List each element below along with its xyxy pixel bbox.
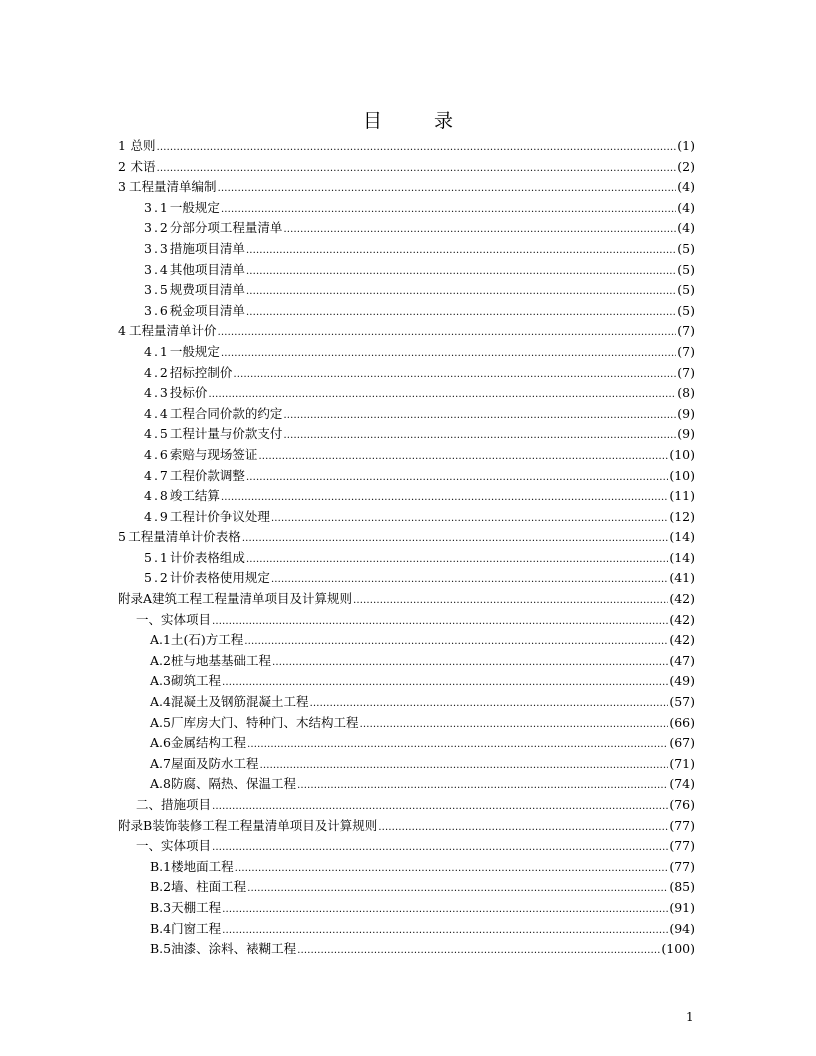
toc-entry[interactable] [118,260,695,281]
toc-entry[interactable] [118,548,695,569]
toc-entry-label: 竣工结算 [169,488,220,504]
toc-entry-page: (47) [669,652,695,668]
toc-entry-label: 混凝土及钢筋混凝土工程 [170,694,309,710]
toc-entry[interactable] [118,671,695,692]
toc-entry-label: 计价表格使用规定 [169,570,270,586]
toc-entry-page: (5) [677,240,695,256]
toc-entry-page: (4) [677,199,695,215]
toc-entry-number: 4.1 [144,343,170,359]
toc-entry[interactable] [118,239,695,260]
toc-entry-label: 工程量清单计价表格 [128,529,241,545]
toc-entry-label: 工程价款调整 [169,467,245,483]
toc-entry-label: 措施项目清单 [169,240,245,256]
toc-dot-leader [378,818,668,839]
toc-entry-label: 招标控制价 [169,364,233,380]
toc-entry-page: (8) [677,385,695,401]
toc-dot-leader [235,859,669,880]
toc-entry[interactable] [118,836,695,857]
toc-entry-page: (7) [677,364,695,380]
toc-dot-leader [272,653,668,674]
toc-entry-label: 建筑工程工程量清单项目及计算规则 [152,591,353,607]
title-char-1: 目 [362,110,382,132]
toc-dot-leader [297,776,668,797]
toc-entry-number: B.3 [150,899,172,915]
toc-entry[interactable] [118,177,695,198]
toc-entry-number: 3.6 [144,302,170,318]
toc-entry-page: (77) [669,838,695,854]
toc-dot-leader [283,220,676,241]
toc-entry[interactable] [118,466,695,487]
toc-entry-page: (5) [677,302,695,318]
table-of-contents [118,136,695,960]
toc-dot-leader [221,200,676,221]
toc-entry-number: B.1 [150,858,172,874]
toc-entry-page: (57) [669,694,695,710]
toc-dot-leader [156,138,676,159]
toc-entry-page: (10) [669,446,695,462]
toc-entry-label: 金属结构工程 [170,735,246,751]
toc-entry-label: 厂库房大门、特种门、木结构工程 [170,714,359,730]
toc-dot-leader [246,303,676,324]
toc-entry-number: 3.1 [144,199,170,215]
toc-entry-number: 4.8 [144,488,170,504]
toc-entry-page: (74) [669,776,695,792]
toc-entry[interactable] [118,383,695,404]
toc-entry-number: B.2 [150,879,172,895]
toc-entry-page: (76) [669,797,695,812]
toc-entry-number: A.8 [150,776,171,792]
toc-entry-label: 一、实体项目 [136,838,212,854]
toc-entry[interactable] [118,321,695,342]
toc-entry-number: 3.2 [144,220,170,236]
toc-entry-page: (2) [677,158,695,174]
toc-dot-leader [212,838,668,859]
toc-entry-page: (91) [669,899,695,915]
toc-entry-page: (5) [677,261,695,277]
toc-entry-page: (77) [669,858,695,874]
toc-dot-leader [246,262,676,283]
toc-entry-label: 门窗工程 [171,920,222,936]
toc-entry-number: B.5 [150,941,172,957]
toc-dot-leader [212,612,668,633]
toc-entry-number: A.1 [150,632,171,648]
toc-entry-number: 3.5 [144,282,170,298]
toc-dot-leader [283,406,676,427]
toc-entry[interactable] [118,733,695,754]
toc-entry[interactable] [118,363,695,384]
toc-entry-number: A.2 [150,652,171,668]
toc-entry-number: A.3 [150,673,171,689]
toc-entry-label: 砌筑工程 [170,673,221,689]
toc-entry-label: 二、措施项目 [136,797,212,812]
toc-entry[interactable] [118,939,695,960]
toc-entry-number: 4.7 [144,467,170,483]
toc-entry-label: 税金项目清单 [169,302,245,318]
toc-entry-page: (5) [677,282,695,298]
toc-entry[interactable] [118,754,695,775]
toc-dot-leader [259,756,668,777]
toc-entry-label: 工程合同价款的约定 [169,405,283,421]
toc-entry-number: 附录B [118,817,153,833]
toc-entry[interactable] [118,136,695,157]
toc-entry-page: (7) [677,343,695,359]
toc-entry-page: (14) [669,549,695,565]
toc-entry[interactable] [118,527,695,548]
toc-entry-number: 4.3 [144,385,170,401]
toc-dot-leader [258,447,668,468]
toc-entry-label: 工程量清单计价 [128,323,217,339]
toc-entry[interactable] [118,816,695,837]
toc-entry-page: (94) [669,920,695,936]
title-char-2: 录 [434,110,454,132]
toc-entry-page: (11) [669,488,695,504]
toc-entry[interactable] [118,919,695,940]
toc-entry-label: 投标价 [169,385,208,401]
toc-entry-label: 一般规定 [169,343,220,359]
toc-entry-number: 5 [118,529,126,545]
toc-dot-leader [217,323,676,344]
toc-entry[interactable] [118,445,695,466]
toc-entry-label: 装饰装修工程工程量清单项目及计算规则 [152,817,378,833]
toc-entry[interactable] [118,342,695,363]
toc-entry[interactable] [118,610,695,631]
toc-dot-leader [242,529,669,550]
toc-entry-page: (10) [669,467,695,483]
toc-entry-number: 3.3 [144,240,170,256]
toc-entry[interactable] [118,486,695,507]
toc-entry-page: (41) [669,570,695,586]
toc-entry[interactable] [118,198,695,219]
toc-entry[interactable] [118,424,695,445]
toc-entry-page: (42) [669,611,695,627]
toc-entry-page: (1) [677,138,695,153]
toc-dot-leader [271,570,668,591]
toc-dot-leader [212,797,668,818]
toc-entry-label: 一般规定 [169,199,220,215]
toc-dot-leader [359,715,668,736]
toc-entry-label: 总则 [130,138,156,153]
toc-dot-leader [222,900,668,921]
toc-entry-number: 5.2 [144,570,170,586]
toc-entry-label: 计价表格组成 [169,549,245,565]
toc-dot-leader [247,735,668,756]
toc-entry[interactable] [118,651,695,672]
toc-entry-label: 工程量清单编制 [128,179,217,195]
toc-dot-leader [309,694,668,715]
toc-entry-label: 墙、柱面工程 [171,879,247,895]
toc-entry-number: 4.2 [144,364,170,380]
toc-entry-number: 4.4 [144,405,170,421]
toc-entry-number: 4 [118,323,126,339]
toc-entry-page: (42) [669,632,695,648]
toc-dot-leader [208,385,676,406]
toc-dot-leader [297,941,660,962]
toc-entry-label: 其他项目清单 [169,261,245,277]
toc-entry-number: 3 [118,179,126,195]
toc-entry-number: 5.1 [144,549,170,565]
toc-entry[interactable] [118,877,695,898]
toc-entry-page: (85) [669,879,695,895]
toc-entry-page: (71) [669,755,695,771]
toc-entry-number: 4.9 [144,508,170,524]
toc-entry[interactable] [118,795,695,816]
toc-entry[interactable] [118,857,695,878]
toc-entry-number: 2 [118,158,126,174]
toc-entry-page: (14) [669,529,695,545]
toc-entry[interactable] [118,774,695,795]
toc-dot-leader [353,591,668,612]
toc-entry-label: 工程计价争议处理 [169,508,270,524]
toc-dot-leader [156,159,676,180]
toc-dot-leader [222,921,668,942]
toc-entry-number: 1 [118,138,126,153]
toc-entry[interactable] [118,507,695,528]
toc-dot-leader [221,344,676,365]
toc-entry-number: B.4 [150,920,172,936]
toc-dot-leader [283,426,676,447]
toc-entry-page: (66) [669,714,695,730]
toc-entry-label: 土(石)方工程 [170,632,244,648]
toc-entry[interactable] [118,898,695,919]
toc-entry-label: 天棚工程 [171,899,222,915]
toc-entry[interactable] [118,280,695,301]
toc-entry[interactable] [118,692,695,713]
toc-dot-leader [247,879,668,900]
toc-dot-leader [233,365,676,386]
toc-dot-leader [246,241,676,262]
page-number: 1 [686,1010,694,1024]
toc-entry-number: A.4 [150,694,171,710]
toc-entry[interactable] [118,713,695,734]
toc-entry-number: A.6 [150,735,171,751]
toc-dot-leader [222,673,668,694]
toc-dot-leader [246,468,668,489]
toc-entry-page: (7) [677,323,695,339]
toc-entry[interactable] [118,589,695,610]
toc-entry[interactable] [118,568,695,589]
toc-entry-page: (12) [669,508,695,524]
toc-dot-leader [246,282,676,303]
toc-dot-leader [244,632,668,653]
toc-dot-leader [246,550,668,571]
toc-entry-label: 索赔与现场签证 [169,446,258,462]
toc-entry[interactable] [118,404,695,425]
page-title [0,106,816,133]
toc-entry-label: 防腐、隔热、保温工程 [170,776,296,792]
toc-entry-label: 屋面及防水工程 [170,755,259,771]
toc-entry-label: 楼地面工程 [171,858,234,874]
toc-entry-number: 3.4 [144,261,170,277]
toc-entry-label: 一、实体项目 [136,611,212,627]
toc-entry-label: 规费项目清单 [169,282,245,298]
toc-entry-page: (9) [677,405,695,421]
toc-entry[interactable] [118,301,695,322]
toc-entry-label: 工程计量与价款支付 [169,426,283,442]
toc-entry[interactable] [118,218,695,239]
toc-entry-label: 术语 [130,158,156,174]
toc-entry-page: (49) [669,673,695,689]
toc-entry-page: (4) [677,220,695,236]
toc-dot-leader [217,179,676,200]
toc-entry-label: 油漆、涂料、裱糊工程 [171,941,297,957]
toc-entry-number: A.7 [150,755,171,771]
toc-entry-page: (4) [677,179,695,195]
toc-entry-label: 分部分项工程量清单 [169,220,283,236]
toc-entry-number: A.5 [150,714,171,730]
toc-dot-leader [271,509,668,530]
toc-entry[interactable] [118,157,695,178]
toc-entry[interactable] [118,630,695,651]
toc-entry-label: 桩与地基基础工程 [170,652,271,668]
toc-entry-page: (77) [669,817,695,833]
toc-entry-number: 4.5 [144,426,170,442]
toc-entry-page: (42) [669,591,695,607]
toc-dot-leader [221,488,668,509]
toc-entry-page: (9) [677,426,695,442]
toc-entry-page: (100) [661,941,695,957]
toc-entry-number: 4.6 [144,446,170,462]
toc-entry-number: 附录A [118,591,153,607]
toc-entry-page: (67) [669,735,695,751]
